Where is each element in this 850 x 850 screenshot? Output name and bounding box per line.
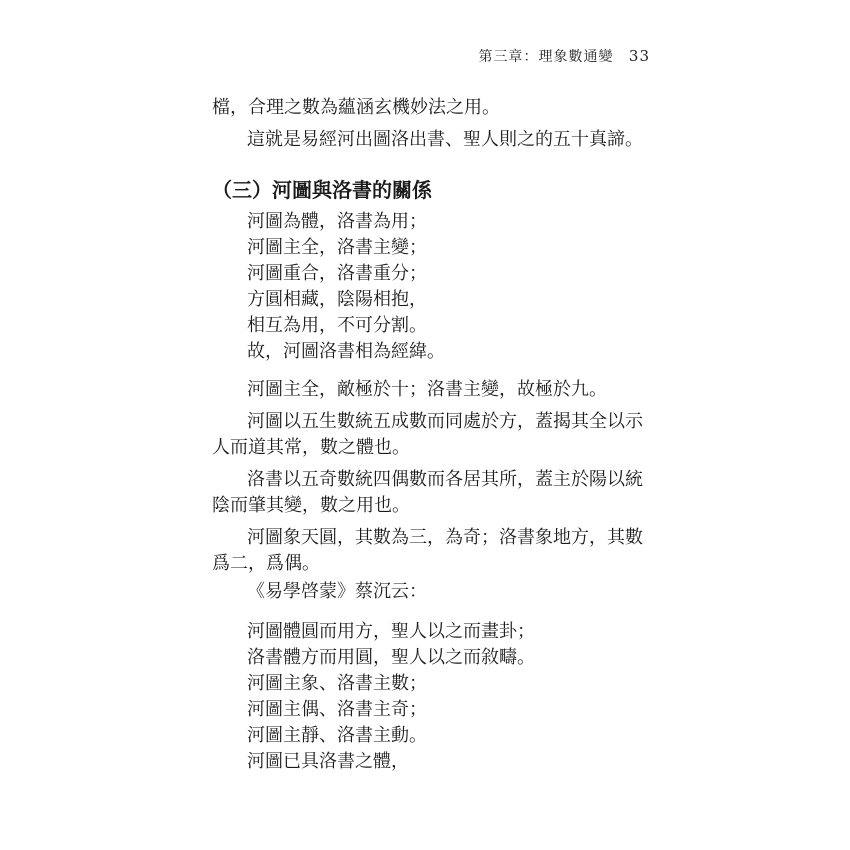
text-line: 洛書體方而用圓，聖人以之而敘疇。 (247, 647, 535, 668)
text-line: 河圖主靜、洛書主動。 (247, 725, 427, 746)
text-line: 檔，合理之數為蘊涵玄機妙法之用。 (212, 97, 500, 118)
text-line: 河圖主全，敵極於十；洛書主變，故極於九。 (247, 379, 607, 400)
text-line: 河圖以五生數統五成數而同處於方，蓋揭其全以示 (247, 411, 643, 432)
text-line: 人而道其常，數之體也。 (212, 437, 410, 458)
text-line: 河圖象天圓，其數為三，為奇；洛書象地方，其數 (247, 527, 643, 548)
text-line: 河圖主全，洛書主變； (247, 237, 427, 258)
text-line: 《易學啓蒙》蔡沉云： (247, 581, 427, 602)
text-line: 爲二，爲偶。 (212, 553, 320, 574)
text-line: 故，河圖洛書相為經緯。 (247, 341, 445, 362)
text-line: 河圖主象、洛書主數； (247, 673, 427, 694)
text-line: 陰而肇其變，數之用也。 (212, 495, 410, 516)
section-heading: （三）河圖與洛書的關係 (212, 178, 432, 202)
text-line: 河圖為體，洛書為用； (247, 211, 427, 232)
running-header (478, 46, 650, 66)
text-line: 河圖重合，洛書重分； (247, 263, 427, 284)
text-line: 相互為用，不可分割。 (247, 315, 427, 336)
chapter-title: 第三章：理象數通變 (478, 49, 614, 65)
text-line: 這就是易經河出圖洛出書、聖人則之的五十真諦。 (247, 129, 643, 150)
text-line: 河圖已具洛書之體， (247, 751, 409, 772)
text-line: 洛書以五奇數統四偶數而各居其所，蓋主於陽以統 (247, 469, 643, 490)
text-line: 方圓相藏，陰陽相抱， (247, 289, 427, 310)
text-line: 河圖體圓而用方，聖人以之而畫卦； (247, 621, 535, 642)
text-line: 河圖主偶、洛書主奇； (247, 699, 427, 720)
page-number: 33 (628, 47, 650, 65)
